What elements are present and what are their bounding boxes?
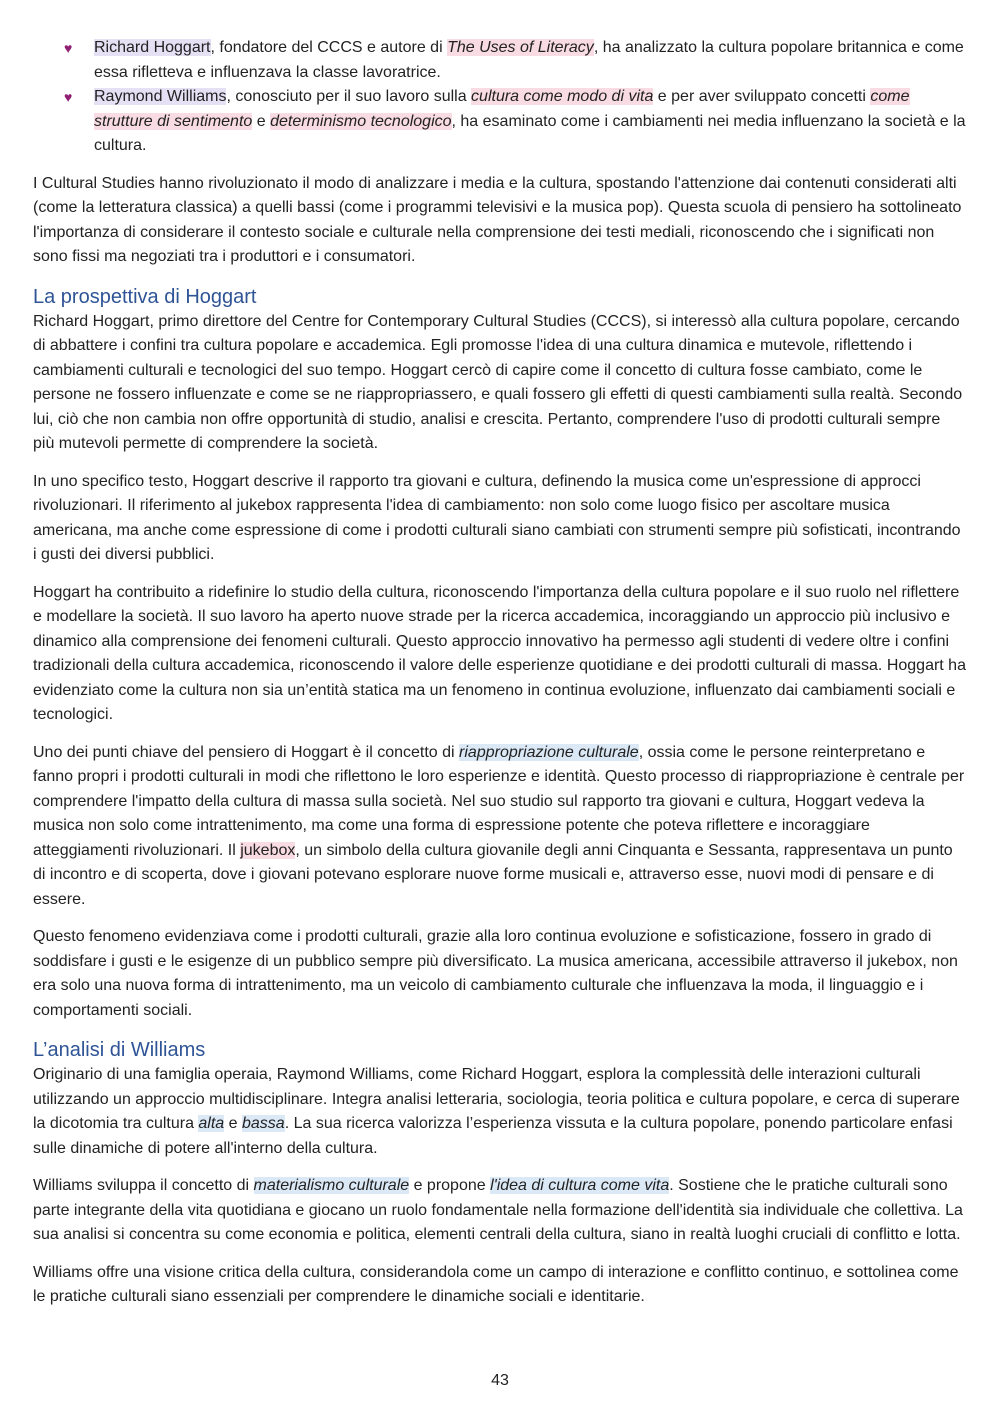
highlight-term: riappropriazione culturale bbox=[459, 743, 639, 761]
highlight-term: l'idea di cultura come vita bbox=[490, 1177, 670, 1194]
bullet-list bbox=[33, 36, 966, 159]
heart-icon: ♥ bbox=[64, 89, 73, 105]
highlight-name: Richard Hoggart bbox=[94, 39, 211, 56]
paragraph: Hoggart ha contribuito a ridefinire lo studio della cultura, riconoscendo l'importanza della cultura popolare e il suo ruolo nel riflettere e modellare la società. Il suo lavoro ha aperto nuove strade per la ricerca accademica, incoraggiando un approccio più inclusivo e dinamico alla comprensione dei fenomeni culturali. Questo approccio innovativo ha permesso agli studenti di vedere oltre i confini tradizionali della cultura accademica, riconoscendo il valore delle esperienze quotidiane e dei prodotti culturali di massa. Hoggart ha evidenziato come la cultura non sia un’entità statica ma un fenomeno in continua evoluzione, influenzato dai cambiamenti sociali e tecnologici. bbox=[33, 583, 966, 723]
paragraph: Originario di una famiglia operaia, Raymond Williams, come Richard Hoggart, esplora la complessità delle interazioni culturali utilizzando un approccio multidisciplinare. Integra analisi letteraria, sociologia, teoria politica e cultura popolare, e cerca di superare la dicotomia tra cultura alta e bassa. La sua ricerca valorizza l’esperienza vissuta e la cultura popolare, ponendo particolare enfasi sulle dinamiche di potere all'interno della cultura. bbox=[33, 1066, 960, 1157]
paragraph: Questo fenomeno evidenziava come i prodotti culturali, grazie alla loro continua evoluzione e sofisticazione, fossero in grado di soddisfare i gusti e le esigenze di un pubblico sempre più diversificato. La musica americana, accessibile attraverso il jukebox, non era solo una nuova forma di intrattenimento, ma un veicolo di cambiamento culturale che influenzava la moda, il linguaggio e i comportamenti sociali. bbox=[33, 928, 958, 1019]
heart-icon: ♥ bbox=[64, 40, 73, 56]
highlight-work-title: The Uses of Literacy bbox=[447, 39, 594, 56]
highlight-concept: come strutture di sentimento bbox=[94, 88, 910, 130]
section-heading-hoggart: La prospettiva di Hoggart bbox=[33, 285, 257, 308]
highlight-concept: determinismo tecnologico bbox=[270, 112, 452, 130]
highlight-term: materialismo culturale bbox=[253, 1177, 410, 1194]
list-item: ♥ Richard Hoggart, fondatore del CCCS e autore di The Uses of Literacy, ha analizzato la cultura popolare britannica e come essa rifletteva e influenzava la classe lavoratrice. bbox=[94, 36, 966, 85]
highlight-concept: cultura come modo di vita bbox=[471, 88, 654, 105]
highlight-term: jukebox bbox=[240, 841, 296, 859]
highlight-term: alta bbox=[198, 1115, 225, 1132]
list-item: ♥ Raymond Williams, conosciuto per il suo lavoro sulla cultura come modo di vita e per aver sviluppato concetti come strutture di sentimento e determinismo tecnologico, ha esaminato come i cambiamenti nei media influenzano la società e la cultura. bbox=[94, 85, 966, 159]
page-number: 43 bbox=[491, 1372, 509, 1389]
paragraph: Uno dei punti chiave del pensiero di Hoggart è il concetto di riappropriazione culturale, ossia come le persone reinterpretano e fanno propri i prodotti culturali in modi che riflettono le loro esperienze e identità. Questo processo di riappropriazione è centrale per comprendere l'impatto della cultura di massa sulla società. Nel suo studio sul rapporto tra giovani e cultura, Hoggart vedeva la musica non solo come intrattenimento, ma come una forma di espressione potente che poteva riflettere e incoraggiare atteggiamenti rivoluzionari. Il jukebox, un simbolo della cultura giovanile degli anni Cinquanta e Sessanta, rappresentava un punto di incontro e di scoperta, dove i giovani potevano esplorare nuove forme musicali e, attraverso esse, nuovi modi di pensare e di essere. bbox=[33, 743, 965, 908]
paragraph: Williams sviluppa il concetto di materialismo culturale e propone l'idea di cultura come vita. Sostiene che le pratiche culturali sono parte integrante della vita quotidiana e giocano un ruolo fondamentale nella formazione dell'identità sia individuale che collettiva. La sua analisi si concentra su come economia e politica, elementi centrali della cultura, siano in realtà luoghi cruciali di conflitto e lotta. bbox=[33, 1177, 963, 1243]
section-heading-williams: L’analisi di Williams bbox=[33, 1039, 206, 1061]
intro-paragraph: I Cultural Studies hanno rivoluzionato il modo di analizzare i media e la cultura, spostando l'attenzione dai contenuti considerati alti (come la letteratura classica) a quelli bassi (come i programmi televisivi e la musica pop). Questa scuola di pensiero ha sottolineato l'importanza di considerare il contesto sociale e culturale nella comprensione dei testi mediali, riconoscendo che i significati non sono fissi ma negoziati tra i produttori e i consumatori. bbox=[33, 174, 962, 265]
highlight-name: Raymond Williams bbox=[94, 88, 227, 105]
paragraph: Williams offre una visione critica della cultura, considerandola come un campo di interazione e conflitto continuo, e sottolinea come le pratiche culturali siano essenziali per comprendere le dinamiche sociali e identitarie. bbox=[33, 1263, 959, 1305]
highlight-term: bassa bbox=[242, 1115, 285, 1132]
paragraph: Richard Hoggart, primo direttore del Centre for Contemporary Cultural Studies (CCCS), si interessò alla cultura popolare, cercando di abbattere i confini tra cultura popolare e accademica. Egli promosse l'idea di una cultura dinamica e mutevole, riflettendo i cambiamenti culturali e tecnologici del suo tempo. Hoggart cercò di capire come il concetto di cultura fosse cambiato, come le persone ne fossero influenzate e come se ne riappropriassero, e quali fossero gli effetti di questi cambiamenti sulla realtà. Secondo lui, ciò che non cambia non offre opportunità di studio, analisi e crescita. Pertanto, comprendere l'uso di prodotti culturali sempre più mutevoli permette di comprendere la società. bbox=[33, 312, 963, 452]
paragraph: In uno specifico testo, Hoggart descrive il rapporto tra giovani e cultura, definendo la musica come un'espressione di approcci rivoluzionari. Il riferimento al jukebox rappresenta l'idea di cambiamento: non solo come luogo fisico per ascoltare musica americana, ma anche come espressione di come i prodotti culturali siano cambiati con strumenti sempre più sofisticati, incontrando i gusti dei diversi pubblici. bbox=[33, 472, 961, 563]
